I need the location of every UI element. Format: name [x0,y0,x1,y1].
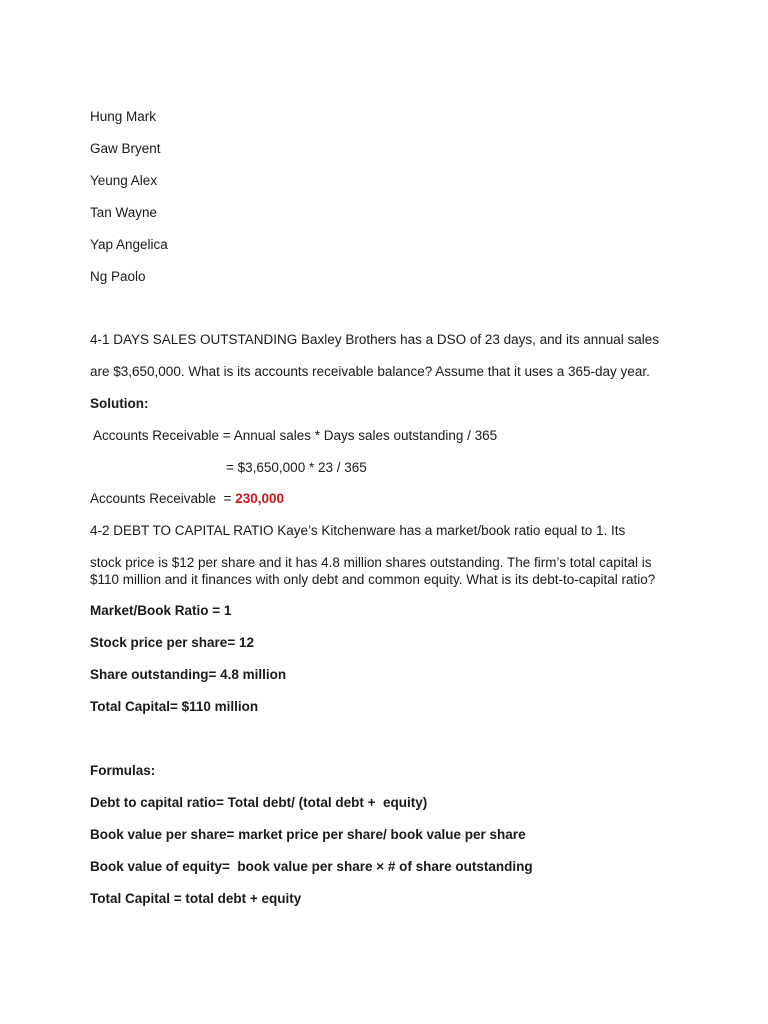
ar-result [90,491,284,507]
ar-result-value: 230,000 [235,491,285,506]
problem-4-2-text: stock price is $12 per share and it has 4.8 million shares outstanding. The firm’s total capital is [90,555,652,570]
author-name: Gaw Bryent [90,141,161,156]
problem-4-2-text: $110 million and it finances with only debt and common equity. What is its debt-to-capital ratio? [90,572,656,587]
formula-item: Debt to capital ratio= Total debt/ (total debt + equity) [90,795,428,810]
author-name: Yeung Alex [90,173,158,188]
ar-formula: Accounts Receivable = Annual sales * Days sales outstanding / 365 [93,428,498,443]
problem-4-1-text: are $3,650,000. What is its accounts receivable balance? Assume that it uses a 365-day year. [90,364,650,379]
ar-result-label: Accounts Receivable = [90,491,236,506]
problem-4-1-text: 4-1 DAYS SALES OUTSTANDING Baxley Brothers has a DSO of 23 days, and its annual sales [90,332,659,347]
formula-item: Book value of equity= book value per share × # of share outstanding [90,859,533,874]
given-item: Stock price per share= 12 [90,635,254,650]
solution-label: Solution: [90,396,149,411]
author-name: Yap Angelica [90,237,168,252]
given-item: Total Capital= $110 million [90,699,259,714]
given-item: Share outstanding= 4.8 million [90,667,287,682]
author-name: Hung Mark [90,109,157,124]
formulas-label: Formulas: [90,763,156,778]
ar-substitution: = $3,650,000 * 23 / 365 [226,460,367,475]
formula-item: Total Capital = total debt + equity [90,891,302,906]
problem-4-2-text: 4-2 DEBT TO CAPITAL RATIO Kaye’s Kitchenware has a market/book ratio equal to 1. Its [90,523,626,538]
author-name: Tan Wayne [90,205,158,220]
author-name: Ng Paolo [90,269,146,284]
formula-item: Book value per share= market price per share/ book value per share [90,827,526,842]
given-item: Market/Book Ratio = 1 [90,603,232,618]
